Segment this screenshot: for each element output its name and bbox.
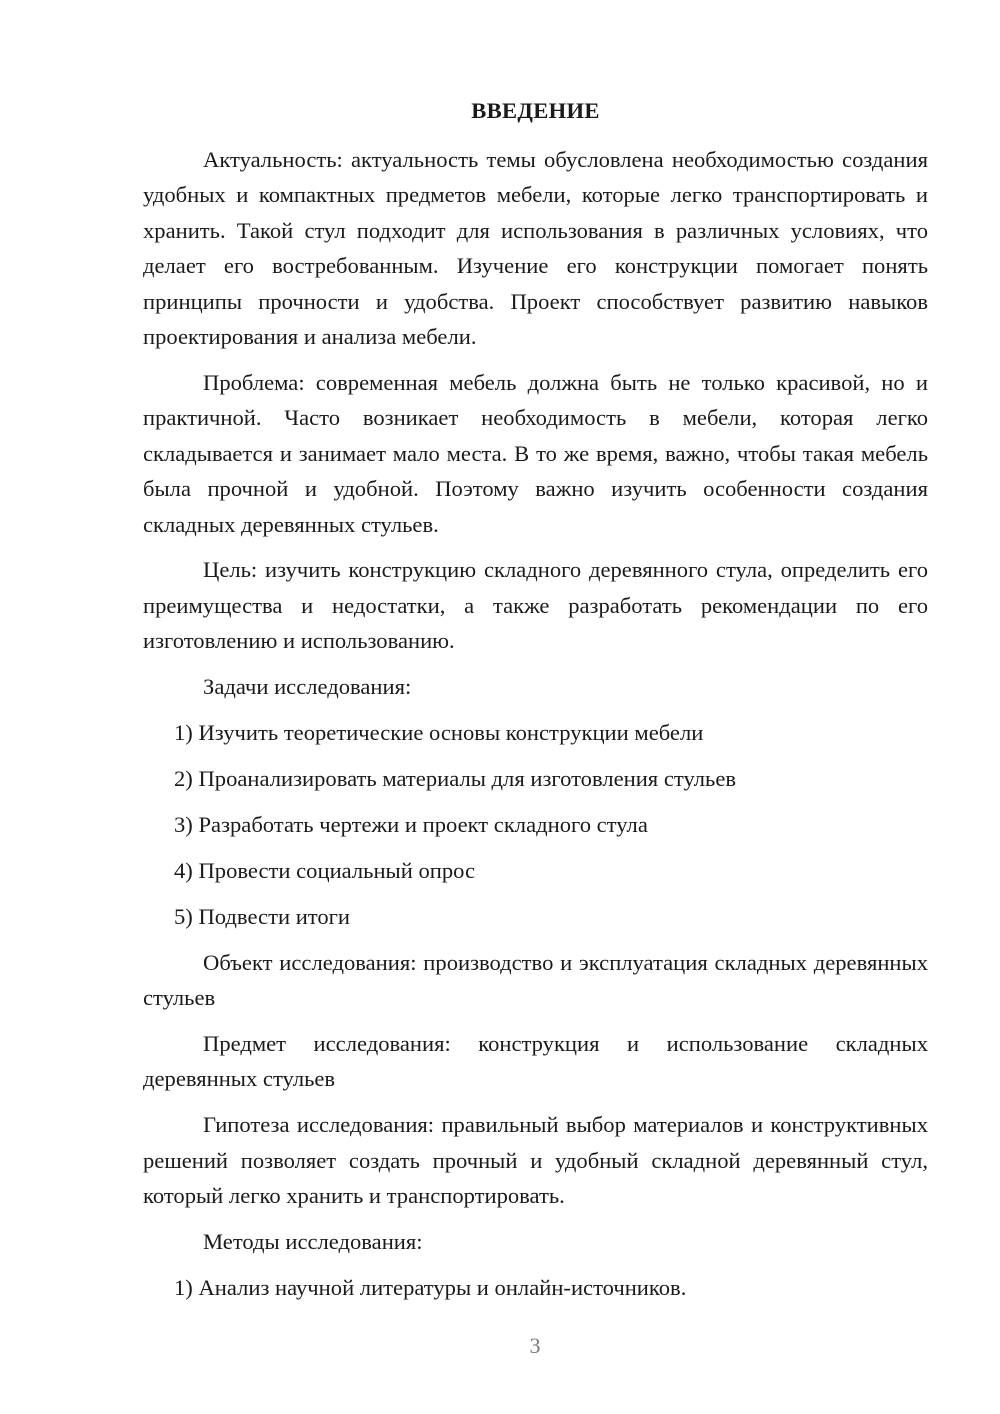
problem-paragraph: Проблема: современная мебель должна быть не только красивой, но и практичной. Часто возникает необходимость в мебели, которая легко складывается и занимает мало места. В то же время, важно, чтобы такая мебель была прочной и удобной. Поэтому важно изучить особенности создания складных деревянных стульев. (143, 369, 928, 537)
subject-paragraph: Предмет исследования: конструкция и использование складных деревянных стульев (143, 1030, 928, 1092)
task-item: 2) Проанализировать материалы для изготовления стульев (174, 766, 737, 791)
relevance-paragraph: Актуальность: актуальность темы обусловлена необходимостью создания удобных и компактных предметов мебели, которые легко транспортировать и хранить. Такой стул подходит для использования в различных условиях, что делает его востребованным. Изучение его конструкции помогает понять принципы прочности и удобства. Проект способствует развитию навыков проектирования и анализа мебели. (143, 147, 928, 350)
method-item: 1) Анализ научной литературы и онлайн-источников. (174, 1274, 687, 1300)
methods-heading: Методы исследования: (203, 1228, 423, 1254)
tasks-heading: Задачи исследования: (203, 674, 412, 700)
goal-paragraph: Цель: изучить конструкцию складного деревянного стула, определить его преимущества и недостатки, а также разработать рекомендации по его изготовлению и использованию. (143, 557, 928, 654)
task-item: 3) Разработать чертежи и проект складного стула (174, 811, 648, 837)
page-title: ВВЕДЕНИЕ (471, 98, 600, 123)
task-item: 5) Подвести итоги (174, 903, 351, 929)
page-content (143, 93, 928, 1316)
page-number: 3 (529, 1333, 541, 1358)
object-paragraph: Объект исследования: производство и эксплуатация складных деревянных стульев (143, 949, 928, 1011)
task-item: 1) Изучить теоретические основы конструкции мебели (174, 720, 704, 746)
hypothesis-paragraph: Гипотеза исследования: правильный выбор материалов и конструктивных решений позволяет создать прочный и удобный складной деревянный стул, который легко хранить и транспортировать. (143, 1112, 928, 1209)
task-item: 4) Провести социальный опрос (174, 857, 476, 883)
